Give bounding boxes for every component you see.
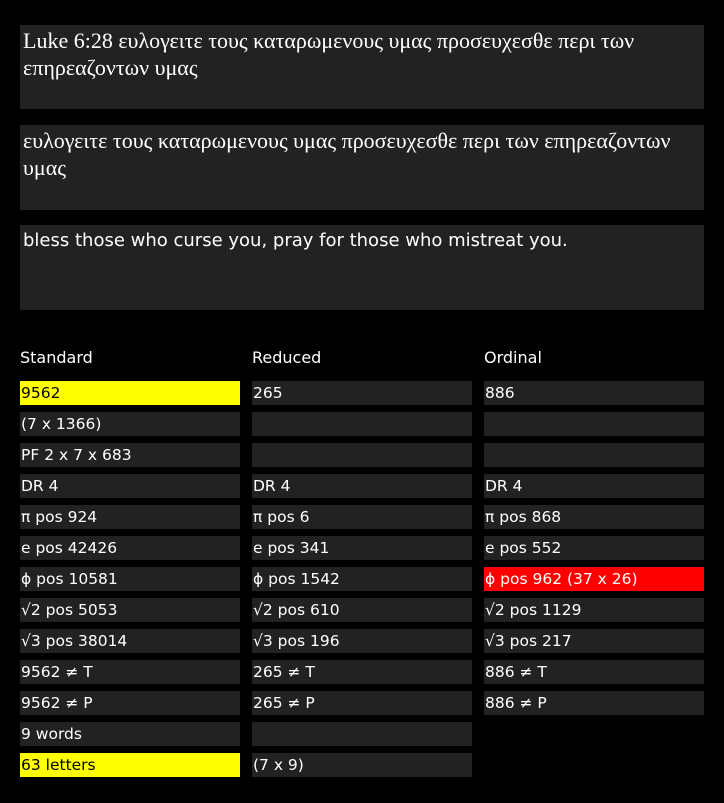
ordinal-cell-prime-factors (484, 443, 704, 467)
reduced-cell-prime-factors (252, 443, 472, 467)
standard-cell-value: 9562 (20, 381, 240, 405)
ordinal-cell-e-pos: e pos 552 (484, 536, 704, 560)
standard-cell-letter-count: 63 letters (20, 753, 240, 777)
verse-greek-text: ευλογειτε τους καταρωμενους υμας προσευχεσθε περι των επηρεαζοντων υμας (20, 125, 704, 210)
standard-cell-triangular: 9562 ≠ T (20, 660, 240, 684)
standard-cell-pi-pos: π pos 924 (20, 505, 240, 529)
verse-greek-with-reference: Luke 6:28 ευλογειτε τους καταρωμενους υμας προσευχεσθε περι των επηρεαζοντων υμας (20, 25, 704, 109)
reduced-cell-digital-root: DR 4 (252, 474, 472, 498)
standard-cell-sqrt3-pos: √3 pos 38014 (20, 629, 240, 653)
standard-cell-e-pos: e pos 42426 (20, 536, 240, 560)
column-header-ordinal: Ordinal (484, 348, 542, 367)
ordinal-cell-sqrt2-pos: √2 pos 1129 (484, 598, 704, 622)
ordinal-cell-phi-pos: ϕ pos 962 (37 x 26) (484, 567, 704, 591)
column-header-standard: Standard (20, 348, 93, 367)
standard-cell-word-count: 9 words (20, 722, 240, 746)
standard-cell-prime: 9562 ≠ P (20, 691, 240, 715)
standard-cell-prime-factors: PF 2 x 7 x 683 (20, 443, 240, 467)
standard-cell-sqrt2-pos: √2 pos 5053 (20, 598, 240, 622)
reduced-cell-pi-pos: π pos 6 (252, 505, 472, 529)
reduced-cell-letter-factorization: (7 x 9) (252, 753, 472, 777)
reduced-cell-e-pos: e pos 341 (252, 536, 472, 560)
standard-cell-factorization: (7 x 1366) (20, 412, 240, 436)
column-header-reduced: Reduced (252, 348, 322, 367)
ordinal-cell-sqrt3-pos: √3 pos 217 (484, 629, 704, 653)
reduced-cell-triangular: 265 ≠ T (252, 660, 472, 684)
reduced-cell-phi-pos: ϕ pos 1542 (252, 567, 472, 591)
ordinal-cell-triangular: 886 ≠ T (484, 660, 704, 684)
reduced-cell-prime: 265 ≠ P (252, 691, 472, 715)
ordinal-cell-value: 886 (484, 381, 704, 405)
ordinal-cell-factorization (484, 412, 704, 436)
reduced-cell-sqrt2-pos: √2 pos 610 (252, 598, 472, 622)
reduced-cell-factorization (252, 412, 472, 436)
reduced-cell-word-count (252, 722, 472, 746)
reduced-cell-sqrt3-pos: √3 pos 196 (252, 629, 472, 653)
ordinal-cell-digital-root: DR 4 (484, 474, 704, 498)
verse-english-translation: bless those who curse you, pray for those who mistreat you. (20, 225, 704, 310)
standard-cell-phi-pos: ϕ pos 10581 (20, 567, 240, 591)
standard-cell-digital-root: DR 4 (20, 474, 240, 498)
ordinal-cell-pi-pos: π pos 868 (484, 505, 704, 529)
ordinal-cell-prime: 886 ≠ P (484, 691, 704, 715)
reduced-cell-value: 265 (252, 381, 472, 405)
